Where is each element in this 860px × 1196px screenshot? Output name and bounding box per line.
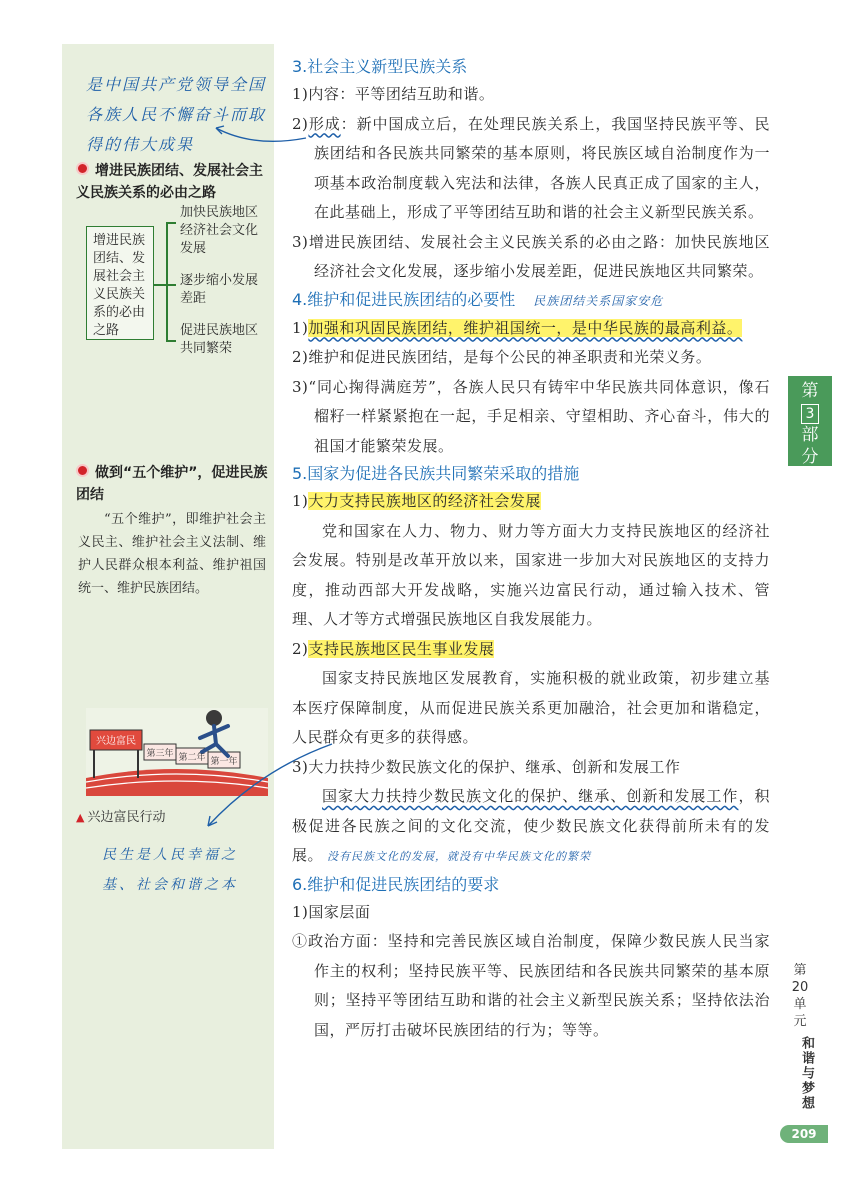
page-number: 209: [780, 1125, 828, 1143]
s3-item-2-num: 2): [292, 114, 309, 133]
diagram-bracket: [166, 222, 168, 340]
section-3-title: 3.社会主义新型民族关系: [292, 57, 468, 76]
part-tab: [788, 376, 832, 466]
diagram-bracket-top: [166, 222, 176, 224]
s3-item-1: 1)内容：平等团结互助和谐。: [292, 85, 495, 103]
illus-year2-label: 第二年: [178, 753, 206, 763]
sidebar-heading-1-text: 增进民族团结、发展社会主义民族关系的必由之路: [76, 163, 263, 201]
unit-label: [788, 962, 828, 1111]
diagram-item-1: 加快民族地区经济社会文化发展: [180, 205, 259, 256]
handwritten-note-top: 是中国共产党领导全国各族人民不懈奋斗而取得的伟大成果: [86, 75, 267, 154]
s4-item-1-num: 1): [292, 318, 309, 337]
s4-item-1: [292, 314, 770, 344]
s4-item-2: 2)维护和促进民族团结，是每个公民的神圣职责和光荣义务。: [292, 348, 712, 366]
s6-item-1: 1)国家层面: [292, 902, 371, 921]
s3-item-3: 3)增进民族团结、发展社会主义民族关系的必由之路：加快民族地区经济社会文化发展，逐步缩小发展差距，促进民族地区共同繁荣。: [292, 232, 770, 280]
diagram-bracket-bottom: [166, 340, 176, 342]
diagram-connector: [154, 284, 166, 286]
s5-heading-2-num: 2): [292, 639, 309, 658]
s5-paragraph-1: 党和国家在人力、物力、财力等方面大力支持民族地区的经济社会发展。特别是改革开放以来，国家进一步加大对民族地区的支持力度，推动西部大开发战略，实施兴边富民行动，通过输入技术、管理、人才等方式增强民族地区自我发展能力。: [292, 521, 770, 628]
bullet-icon: [76, 464, 89, 477]
s5-paragraph-3-text: ，积极促进各民族之间的文化交流，使少数民族文化获得前所未有的发展。: [292, 787, 770, 864]
handwritten-note-s5: 没有民族文化的发展，就没有中华民族文化的繁荣: [327, 850, 592, 863]
triangle-icon: ▲: [76, 811, 85, 824]
s6-item-2: ①政治方面：坚持和完善民族区域自治制度，保障少数民族人民当家作主的权利；坚持民族平等、民族团结和各民族共同繁荣的基本原则；坚持平等团结互助和谐的社会主义新型民族关系；坚持依法治国，严厉打击破坏民族团结的行为；等等。: [292, 932, 770, 1039]
sidebar-body-text: [78, 508, 266, 600]
s5-paragraph-3: [292, 782, 770, 872]
handwritten-note-bottom: 民生是人民幸福之基、社会和谐之本: [102, 847, 238, 893]
caption-text: 兴边富民行动: [87, 810, 166, 825]
s5-paragraph-2: 国家支持民族地区发展教育，实施积极的就业政策，初步建立基本医疗保障制度，从而促进民族关系更加融洽，社会更加和谐稳定，人民群众有更多的获得感。: [292, 669, 770, 746]
illus-year1-label: 第一年: [210, 757, 238, 767]
s5-heading-1-num: 1): [292, 492, 309, 510]
s3-item-2-text: ：新中国成立后，在处理民族关系上，我国坚持民族平等、民族团结和各民族共同繁荣的基本原则，将民族区域自治制度作为一项基本政治制度载入宪法和法律，各族人民真正成了国家的主人，在此基础上，形成了平等团结互助和谐的社会主义新型民族关系。: [314, 114, 770, 221]
main-content: [292, 54, 770, 1045]
s5-heading-3: 3)大力扶持少数民族文化的保护、继承、创新和发展工作: [292, 757, 681, 776]
handwritten-note-s4: 民族团结关系国家安危: [533, 293, 664, 308]
bullet-icon: [76, 162, 89, 175]
s5-heading-1: [292, 487, 770, 517]
part-tab-bottom: 部分: [801, 425, 819, 467]
section-6-title: 6.维护和促进民族团结的要求: [292, 874, 500, 894]
s5-heading-1-highlight: 大力支持民族地区的经济社会发展: [308, 492, 541, 510]
figure-caption: [76, 806, 165, 825]
sidebar-heading-2: [76, 462, 268, 506]
diagram-bracket-mid: [166, 284, 176, 286]
part-tab-number: 3: [801, 404, 819, 424]
sidebar-heading-2-text: 做到“五个维护”，促进民族团结: [76, 465, 268, 503]
s5-heading-2: [292, 635, 770, 665]
diagram-main-box: 增进民族团结、发展社会主义民族关系的必由之路: [86, 226, 154, 340]
section-5-title: 5.国家为促进各民族共同繁荣采取的措施: [292, 464, 580, 483]
part-tab-top: 第: [801, 381, 819, 401]
s3-item-2-underlined: 形成: [308, 114, 341, 133]
s4-item-3: 3)“同心掬得满庭芳”，各族人民只有铸牢中华民族共同体意识，像石榴籽一样紧紧抱在一起，手足相亲、守望相助、齐心奋斗，伟大的祖国才能繁荣发展。: [292, 377, 770, 455]
sidebar-heading-1: [76, 160, 268, 204]
s5-paragraph-3-underlined: 国家大力扶持少数民族文化的保护、继承、创新和发展工作: [322, 787, 739, 805]
illus-year3-label: 第三年: [146, 749, 174, 759]
unit-number-text: 第20单元: [791, 963, 809, 1029]
section-4-title: [292, 287, 770, 314]
five-maintains-text: “五个维护”，即维护社会主义民主、维护社会主义法制、维护人民群众根本利益、维护祖国统一、维护民族团结。: [78, 512, 266, 596]
diagram-item-2: 逐步缩小发展差距: [180, 273, 259, 306]
s3-item-2: [292, 110, 770, 228]
illus-banner-label: 兴边富民: [96, 736, 136, 747]
s4-item-1-highlight: 加强和巩固民族团结，维护祖国统一，是中华民族的最高利益。: [308, 318, 743, 337]
diagram-item-3: 促进民族地区共同繁荣: [180, 323, 259, 356]
s5-heading-2-highlight: 支持民族地区民生事业发展: [308, 639, 495, 658]
section-4-title-text: 4.维护和促进民族团结的必要性: [292, 289, 516, 309]
unit-title-text: 和谐与梦想: [799, 1036, 814, 1111]
